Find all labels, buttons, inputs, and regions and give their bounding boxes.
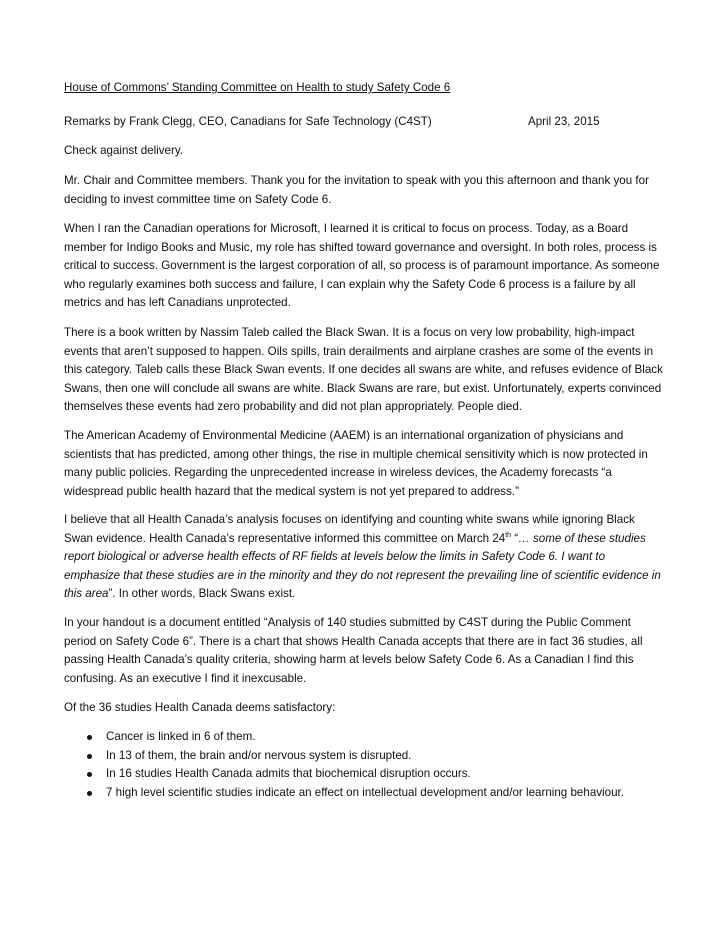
bullet-icon [87, 754, 92, 759]
remarks-author: Remarks by Frank Clegg, CEO, Canadians for Safe Technology (C4ST) [64, 115, 432, 128]
list-item [64, 728, 684, 747]
bullet-icon [87, 772, 92, 777]
ordinal-suffix: th [505, 531, 512, 539]
paragraph-health-canada-closing: ”. In other words, Black Swans exist. [108, 587, 296, 601]
check-against-delivery: Check against delivery. [64, 144, 183, 157]
remarks-line [64, 113, 664, 132]
paragraph-health-canada-text: I believe that all Health Canada’s analysis focuses on identifying and counting white swans while ignoring Black Swan evidence. Health Canada’s representative informed this committee on March 24 [64, 513, 635, 545]
list-item-text: Cancer is linked in 6 of them. [106, 730, 256, 743]
list-item [64, 747, 684, 766]
findings-list [64, 728, 684, 802]
list-item [64, 784, 684, 803]
list-item-text: 7 high level scientific studies indicate an effect on intellectual development and/or learning behaviour. [106, 785, 624, 799]
paragraph-aaem: The American Academy of Environmental Medicine (AAEM) is an international organization of physicians and scientists that has predicted, among other things, the rise in multiple chemical sensitivity which is now protected in many public policies. Regarding the unprecedented increase in wireless devices, the Academy forecasts “a widespread public health hazard that the medical system is not yet prepared to address.” [64, 429, 648, 498]
paragraph-microsoft: When I ran the Canadian operations for Microsoft, I learned it is critical to focus on process. Today, as a Board member for Indigo Books and Music, my role has shifted toward governance and oversight. In both roles, process is critical to success. Government is the largest corporation of all, so process is of paramount importance. As someone who regularly examines both success and failure, I can explain why the Safety Code 6 process is a failure by all metrics and has left Canadians unprotected. [64, 222, 660, 310]
bullet-icon [87, 735, 92, 740]
list-item [64, 765, 684, 784]
quoted-testimony: … some of these studies report biological or adverse health effects of RF fields at levels below the limits in Safety Code 6. I want to emphasize that these studies are in the minority and they do not represent the prevailing line of scientific evidence in this area [64, 531, 661, 601]
remarks-date: April 23, 2015 [528, 115, 600, 128]
paragraph-studies-intro: Of the 36 studies Health Canada deems satisfactory: [64, 701, 336, 714]
paragraph-black-swan: There is a book written by Nassim Taleb called the Black Swan. It is a focus on very low probability, high-impact events that aren’t supposed to happen. Oils spills, train derailments and airplane crashes are some of the events in this category. Taleb calls these Black Swan events. If one decides all swans are white, and refuses evidence of Black Swans, then one will conclude all swans are white. Black Swans are rare, but exist. Unfortunately, experts convinced themselves these events had zero probability and did not plan appropriately. People died. [64, 326, 663, 414]
paragraph-handout: In your handout is a document entitled “Analysis of 140 studies submitted by C4ST during the Public Comment period on Safety Code 6”. There is a chart that shows Health Canada accepts that there are in fact 36 studies, all passing Health Canada’s quality criteria, showing harm at levels below Safety Code 6. As a Canadian I find this confusing. As an executive I find it inexcusable. [64, 616, 643, 685]
list-item-text: In 13 of them, the brain and/or nervous system is disrupted. [106, 748, 412, 762]
document-title: House of Commons’ Standing Committee on Health to study Safety Code 6 [64, 81, 451, 94]
bullet-icon [87, 791, 92, 796]
paragraph-opening: Mr. Chair and Committee members. Thank you for the invitation to speak with you this afternoon and thank you for deciding to invest committee time on Safety Code 6. [64, 174, 649, 206]
quote-open: “ [511, 531, 519, 545]
paragraph-health-canada [64, 511, 664, 604]
list-item-text: In 16 studies Health Canada admits that biochemical disruption occurs. [106, 767, 471, 781]
